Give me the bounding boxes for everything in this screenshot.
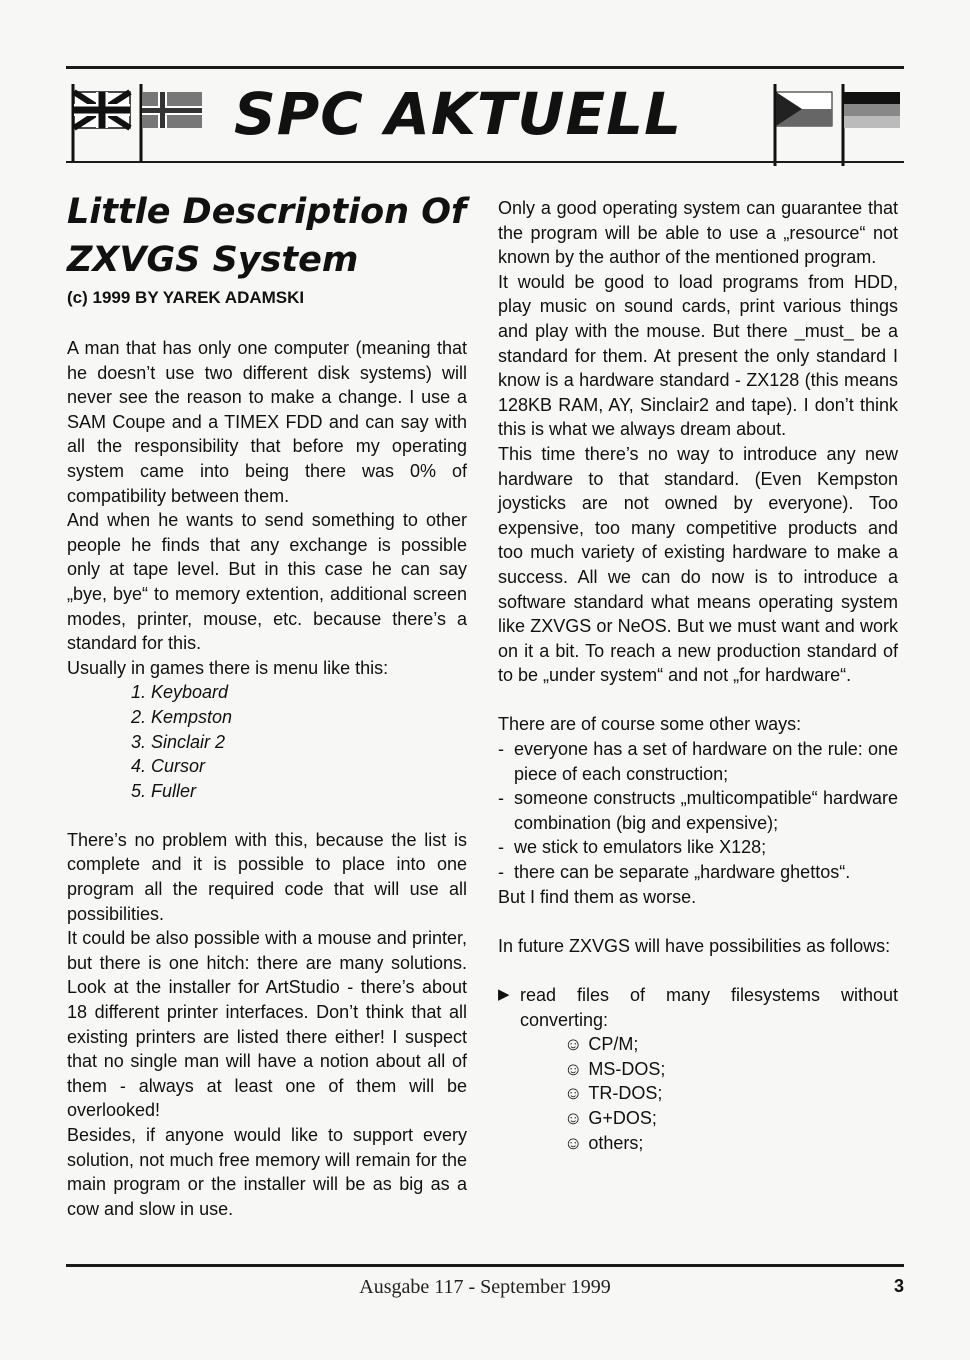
issue-footer: Ausgabe 117 - September 1999 xyxy=(359,1276,611,1298)
feature-item: ▶ read files of many filesystems without converting: xyxy=(498,985,898,1030)
spacer xyxy=(67,803,467,828)
paragraph: And when he wants to send something to other people he finds that any exchange is possible only at tape level. But in this case he can say „bye, bye“ to memory extention, additional screen modes, printer, mouse, etc. because there’s a standard for this. xyxy=(67,510,467,654)
paragraph: But I find them as worse. xyxy=(498,886,697,907)
smiley-icon: ☺ xyxy=(564,1034,583,1055)
list-item: 4. Cursor xyxy=(131,756,206,777)
smiley-icon: ☺ xyxy=(564,1058,583,1079)
masthead-bottom-rule xyxy=(66,161,904,163)
list-item: - we stick to emulators like X128; xyxy=(498,835,898,860)
dash-bullet: - xyxy=(498,739,504,760)
list-item: ☺ CP/M; xyxy=(564,1034,639,1055)
spacer xyxy=(498,688,898,713)
top-rule xyxy=(66,66,904,69)
list-item: ☺ others; xyxy=(564,1132,644,1153)
list-item: - someone constructs „multicompatible“ hardware combination (big and expensive); xyxy=(498,788,898,833)
left-column xyxy=(67,188,467,1221)
list-item: 5. Fuller xyxy=(131,780,197,801)
page-number: 3 xyxy=(893,1276,904,1296)
article-title-line1: Little Description Of xyxy=(67,192,467,232)
spacer xyxy=(498,958,898,983)
list-item: - there can be separate „hardware ghettos“. xyxy=(498,860,898,885)
list-item: ☺ MS-DOS; xyxy=(564,1058,666,1079)
list-item: 2. Kempston xyxy=(131,706,233,727)
smiley-icon: ☺ xyxy=(564,1083,583,1104)
paragraph: There are of course some other ways: xyxy=(498,714,802,735)
paragraph: Usually in games there is menu like this: xyxy=(67,657,389,678)
paragraph: It could be also possible with a mouse and printer, but there is one hitch: there are many solutions. Look at the installer for ArtStudio - there’s about 18 different printer interfaces. Don’t think that all existing printers are listed there either! I suspect that no single man will have a notion about all of them - always at least one of them will be overlooked! xyxy=(67,928,467,1121)
uk-flag-icon xyxy=(70,82,136,162)
ways-list xyxy=(498,737,898,885)
arrow-bullet-icon: ▶ xyxy=(498,986,510,1003)
smiley-icon: ☺ xyxy=(564,1132,583,1153)
czech-flag-icon xyxy=(772,82,838,166)
list-item: ☺ TR-DOS; xyxy=(564,1083,663,1104)
dash-bullet: - xyxy=(498,837,504,858)
swedish-flag-icon xyxy=(138,82,208,162)
smiley-icon: ☺ xyxy=(564,1107,583,1128)
list-item: 1. Keyboard xyxy=(131,682,229,703)
paragraph: In future ZXVGS will have possibilities as follows: xyxy=(498,935,891,956)
paragraph: Besides, if anyone would like to support every solution, not much free memory will remain for the main program or the installer will be as big as a cow and slow in use. xyxy=(67,1125,467,1219)
paragraph: It would be good to load programs from HDD, play music on sound cards, print various things and play with the mouse. But there _must_ be a standard for them. At present the only standard I know is a hardware standard - ZX128 (this means 128KB RAM, AY, Sinclair2 and tape). I don’t think this is what we always dream about. xyxy=(498,271,898,440)
game-menu-list xyxy=(67,680,467,803)
masthead xyxy=(66,72,904,160)
byline: (c) 1999 BY YAREK ADAMSKI xyxy=(67,288,305,307)
spacer xyxy=(498,909,898,934)
masthead-title: SPC AKTUELL xyxy=(234,80,683,148)
footer-rule xyxy=(66,1264,904,1267)
list-item: 3. Sinclair 2 xyxy=(131,731,226,752)
right-column xyxy=(498,196,898,1155)
dash-bullet: - xyxy=(498,788,504,809)
paragraph: A man that has only one computer (meaning that he doesn’t use two different disk systems) will never see the reason to make a change. I use a SAM Coupe and a TIMEX FDD and can say with all the responsibility that before my operating system came into being there was 0% of compatibility between them. xyxy=(67,338,467,506)
filesystem-list xyxy=(498,1032,898,1155)
paragraph: This time there’s no way to introduce any new hardware to that standard. (Even Kempston joysticks are not owned by everyone). Too expensive, too many competitive products and too much variety of existing hardware to make a success. All we can do now is to introduce a software standard what means operating system like ZXVGS or NeOS. But we must want and work on it a bit. To reach a new production standard of to be „under system“ and not „for hardware“. xyxy=(498,443,898,686)
article-title xyxy=(67,188,467,284)
paragraph: There’s no problem with this, because the list is complete and it is possible to place into one program all the required code that will use all possibilities. xyxy=(67,829,467,924)
german-flag-icon xyxy=(840,82,904,166)
dash-bullet: - xyxy=(498,862,504,883)
article-title-line2: ZXVGS System xyxy=(67,240,359,280)
list-item: - everyone has a set of hardware on the rule: one piece of each construction; xyxy=(498,739,898,784)
paragraph: Only a good operating system can guarantee that the program will be able to use a „resource“ not known by the author of the mentioned program. xyxy=(498,198,898,268)
list-item: ☺ G+DOS; xyxy=(564,1107,657,1128)
